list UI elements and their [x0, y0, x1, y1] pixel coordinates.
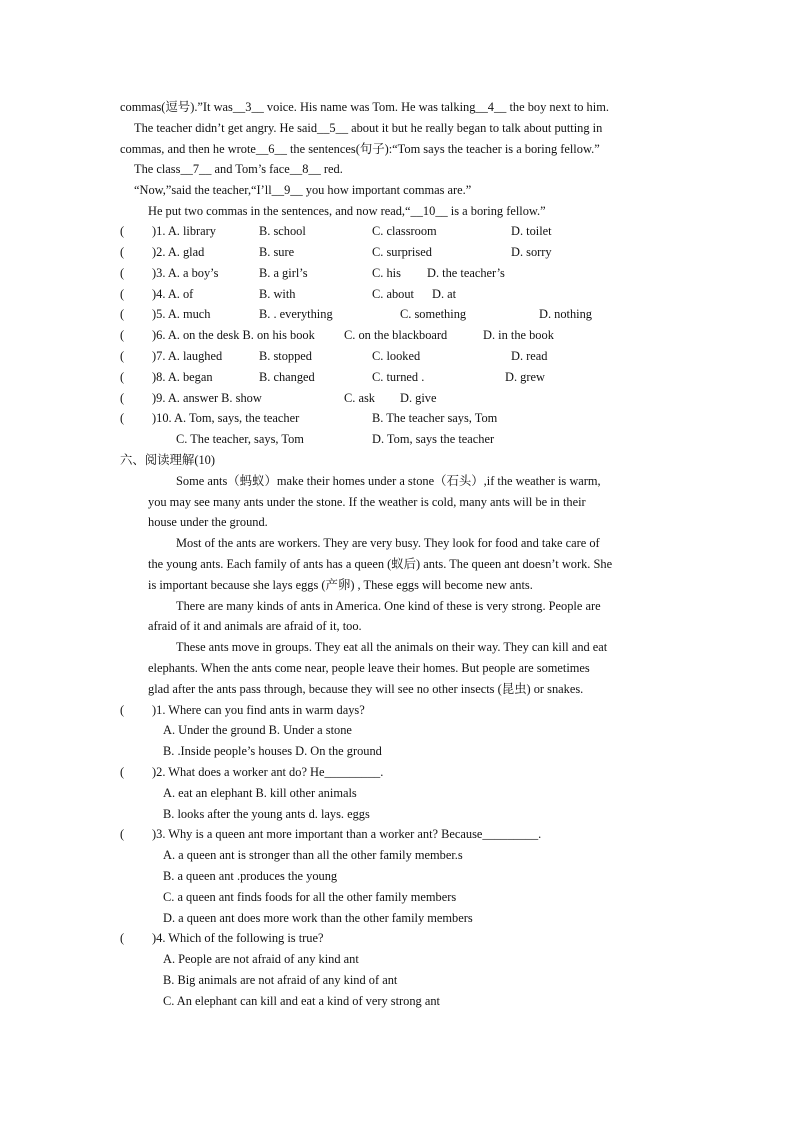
cloze-q4-a: )4. A. of [152, 287, 194, 301]
answer-paren[interactable]: ( [120, 287, 125, 301]
answer-paren[interactable]: ( [120, 703, 125, 717]
reading-q3-option-a: A. a queen ant is stronger than all the other family member.s [163, 848, 463, 862]
answer-paren[interactable]: ( [120, 328, 125, 342]
reading-q2-options-2: B. looks after the young ants d. lays. eggs [163, 807, 370, 821]
passage-line: elephants. When the ants come near, people leave their homes. But people are sometimes [148, 661, 590, 675]
reading-q3-stem: )3. Why is a queen ant more important than a worker ant? Because_________. [152, 827, 542, 841]
cloze-line-4: The class__7__ and Tom’s face__8__ red. [134, 162, 343, 176]
cloze-q3-c: C. his [372, 266, 401, 280]
cloze-q3-d: D. the teacher’s [427, 266, 505, 280]
cloze-q5-b: B. . everything [259, 307, 333, 321]
cloze-q6-d: D. in the book [483, 328, 554, 342]
cloze-q7-d: D. read [511, 349, 548, 363]
passage-line: There are many kinds of ants in America. One kind of these is very strong. People are [176, 599, 601, 613]
reading-q2-options-1: A. eat an elephant B. kill other animals [163, 786, 357, 800]
cloze-q10-b: B. The teacher says, Tom [372, 411, 498, 425]
cloze-q5-d: D. nothing [539, 307, 593, 321]
passage-line: glad after the ants pass through, because they will see no other insects (昆虫) or snakes. [148, 682, 584, 696]
cloze-q7-b: B. stopped [259, 349, 313, 363]
cloze-q7-a: )7. A. laughed [152, 349, 223, 363]
answer-paren[interactable]: ( [120, 307, 125, 321]
cloze-q8-b: B. changed [259, 370, 315, 384]
reading-q4-option-a: A. People are not afraid of any kind ant [163, 952, 359, 966]
reading-q3-option-b: B. a queen ant .produces the young [163, 869, 338, 883]
cloze-line-3: commas, and then he wrote__6__ the sentences(句子):“Tom says the teacher is a boring fellow.” [120, 142, 600, 156]
cloze-q1-c: C. classroom [372, 224, 437, 238]
cloze-q1-b: B. school [259, 224, 306, 238]
cloze-q1-a: )1. A. library [152, 224, 217, 238]
cloze-q6-ab: )6. A. on the desk B. on his book [152, 328, 315, 342]
cloze-line-5: “Now,”said the teacher,“I’ll__9__ you how important commas are.” [134, 183, 472, 197]
reading-q2-stem: )2. What does a worker ant do? He_________. [152, 765, 384, 779]
cloze-q2-a: )2. A. glad [152, 245, 205, 259]
passage-line: Some ants（蚂蚁）make their homes under a stone（石头）,if the weather is warm, [176, 474, 601, 488]
cloze-q9-d: D. give [400, 391, 437, 405]
cloze-q10-a: )10. A. Tom, says, the teacher [152, 411, 300, 425]
answer-paren[interactable]: ( [120, 827, 125, 841]
cloze-q8-a: )8. A. began [152, 370, 213, 384]
answer-paren[interactable]: ( [120, 266, 125, 280]
answer-paren[interactable]: ( [120, 391, 125, 405]
cloze-q6-c: C. on the blackboard [344, 328, 448, 342]
passage-line: is important because she lays eggs (产卵) , These eggs will become new ants. [148, 578, 533, 592]
reading-q1-options-2: B. .Inside people’s houses D. On the ground [163, 744, 382, 758]
passage-line: Most of the ants are workers. They are very busy. They look for food and take care of [176, 536, 600, 550]
answer-paren[interactable]: ( [120, 349, 125, 363]
cloze-line-2: The teacher didn’t get angry. He said__5__ about it but he really began to talk about putting in [134, 121, 603, 135]
cloze-q9-ab: )9. A. answer B. show [152, 391, 262, 405]
cloze-q3-a: )3. A. a boy’s [152, 266, 219, 280]
cloze-q10-d: D. Tom, says the teacher [372, 432, 495, 446]
section-title: 六、阅读理解(10) [120, 453, 215, 467]
cloze-line-6: He put two commas in the sentences, and now read,“__10__ is a boring fellow.” [148, 204, 546, 218]
answer-paren[interactable]: ( [120, 765, 125, 779]
cloze-q5-c: C. something [400, 307, 467, 321]
cloze-q10-c: C. The teacher, says, Tom [176, 432, 304, 446]
reading-q4-stem: )4. Which of the following is true? [152, 931, 324, 945]
answer-paren[interactable]: ( [120, 931, 125, 945]
cloze-q2-c: C. surprised [372, 245, 432, 259]
reading-q1-stem: )1. Where can you find ants in warm days? [152, 703, 365, 717]
cloze-q1-d: D. toilet [511, 224, 552, 238]
cloze-line-1: commas(逗号).”It was__3__ voice. His name was Tom. He was talking__4__ the boy next to him. [120, 100, 609, 114]
reading-q4-option-b: B. Big animals are not afraid of any kind of ant [163, 973, 398, 987]
passage-line: you may see many ants under the stone. If the weather is cold, many ants will be in their [148, 495, 586, 509]
cloze-q8-d: D. grew [505, 370, 545, 384]
cloze-q5-a: )5. A. much [152, 307, 211, 321]
reading-q1-options-1: A. Under the ground B. Under a stone [163, 723, 352, 737]
cloze-q2-d: D. sorry [511, 245, 552, 259]
passage-line: afraid of it and animals are afraid of it, too. [148, 619, 362, 633]
passage-line: house under the ground. [148, 515, 268, 529]
reading-q4-option-c: C. An elephant can kill and eat a kind of very strong ant [163, 994, 440, 1008]
reading-q3-option-d: D. a queen ant does more work than the other family members [163, 911, 473, 925]
answer-paren[interactable]: ( [120, 370, 125, 384]
cloze-q4-c: C. about [372, 287, 414, 301]
cloze-q3-b: B. a girl’s [259, 266, 308, 280]
cloze-q8-c: C. turned . [372, 370, 425, 384]
passage-line: These ants move in groups. They eat all the animals on their way. They can kill and eat [176, 640, 608, 654]
cloze-q9-c: C. ask [344, 391, 375, 405]
passage-line: the young ants. Each family of ants has a queen (蚁后) ants. The queen ant doesn’t work. She [148, 557, 613, 571]
cloze-q7-c: C. looked [372, 349, 421, 363]
answer-paren[interactable]: ( [120, 224, 125, 238]
answer-paren[interactable]: ( [120, 245, 125, 259]
cloze-q4-b: B. with [259, 287, 296, 301]
cloze-q2-b: B. sure [259, 245, 295, 259]
cloze-q4-d: D. at [432, 287, 457, 301]
answer-paren[interactable]: ( [120, 411, 125, 425]
reading-q3-option-c: C. a queen ant finds foods for all the other family members [163, 890, 457, 904]
